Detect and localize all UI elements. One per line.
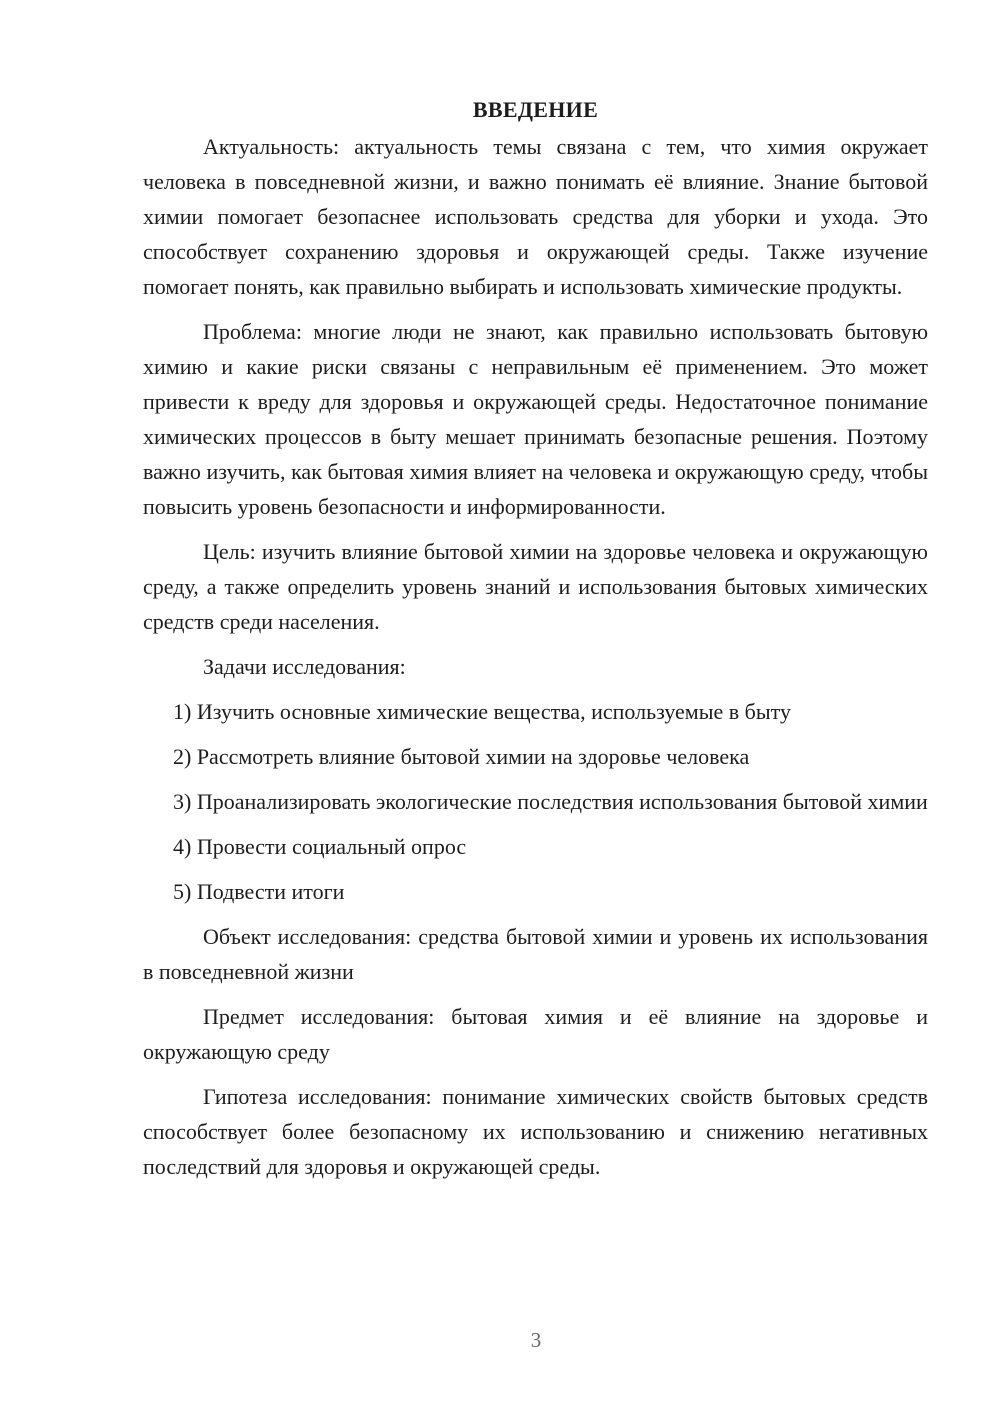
task-item: 4) Провести социальный опрос <box>173 834 467 859</box>
relevance-paragraph: Актуальность: актуальность темы связана с тем, что химия окружает человека в повседневной жизни, и важно понимать её влияние. Знание бытовой химии помогает безопаснее использовать средства для уборки и ухода. Это способствует сохранению здоровья и окружающей среды. Также изучение помогает понять, как правильно выбирать и использовать химические продукты. <box>143 134 928 299</box>
document-page <box>143 92 928 1194</box>
task-item: 5) Подвести итоги <box>173 879 345 904</box>
task-item: 1) Изучить основные химические вещества, используемые в быту <box>173 699 791 724</box>
goal-paragraph: Цель: изучить влияние бытовой химии на здоровье человека и окружающую среду, а также определить уровень знаний и использования бытовых химических средств среди населения. <box>143 539 928 634</box>
object-paragraph: Объект исследования: средства бытовой химии и уровень их использования в повседневной жизни <box>143 924 928 984</box>
page-number: 3 <box>530 1328 542 1352</box>
hypothesis-paragraph: Гипотеза исследования: понимание химических свойств бытовых средств способствует более безопасному их использованию и снижению негативных последствий для здоровья и окружающей среды. <box>143 1084 928 1179</box>
task-item: 3) Проанализировать экологические последствия использования бытовой химии <box>173 789 928 814</box>
section-title: ВВЕДЕНИЕ <box>472 97 599 122</box>
tasks-heading: Задачи исследования: <box>203 654 406 679</box>
task-item: 2) Рассмотреть влияние бытовой химии на здоровье человека <box>173 744 750 769</box>
subject-paragraph: Предмет исследования: бытовая химия и её влияние на здоровье и окружающую среду <box>143 1004 928 1064</box>
problem-paragraph: Проблема: многие люди не знают, как правильно использовать бытовую химию и какие риски связаны с неправильным её применением. Это может привести к вреду для здоровья и окружающей среды. Недостаточное понимание химических процессов в быту мешает принимать безопасные решения. Поэтому важно изучить, как бытовая химия влияет на человека и окружающую среду, чтобы повысить уровень безопасности и информированности. <box>143 319 928 519</box>
